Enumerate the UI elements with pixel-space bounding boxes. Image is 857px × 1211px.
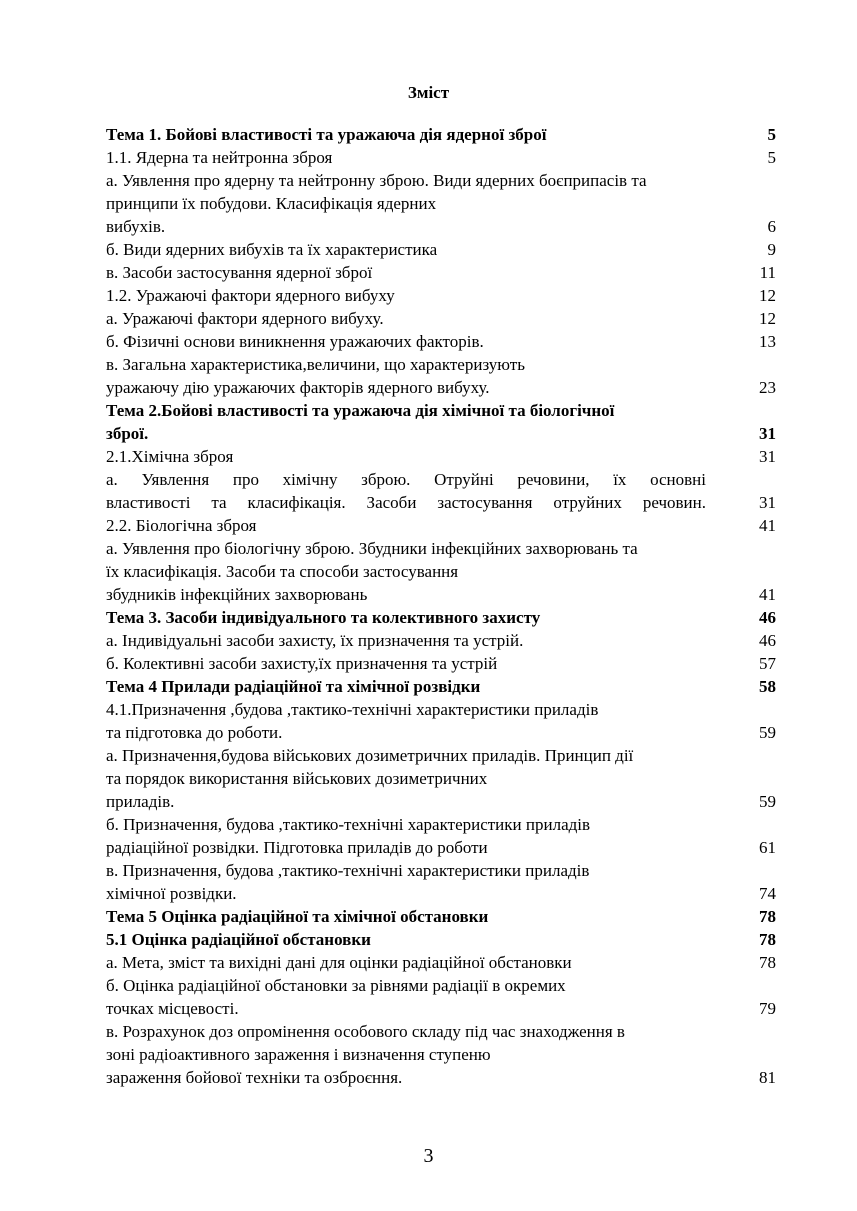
toc-entry-text: б. Фізичні основи виникнення уражаючих факторів. (106, 332, 484, 351)
toc-entry-text: Тема 5 Оцінка радіаційної та хімічної обстановки (106, 907, 489, 926)
toc-entry (106, 744, 776, 813)
toc-entry-text: а. Індивідуальні засоби захисту, їх призначення та устрій. (106, 631, 524, 650)
toc-entry-page: 78 (759, 930, 776, 949)
toc-entry-text: б. Колективні засоби захисту,їх призначення та устрій (106, 654, 498, 673)
toc-entry (106, 698, 776, 744)
toc-entry-text: Тема 4 Прилади радіаційної та хімічної розвідки (106, 677, 481, 696)
toc-entry-page: 78 (759, 907, 776, 926)
toc-entry-text: принципи їх побудови. Класифікація ядерних (106, 194, 437, 213)
toc-entry (106, 1020, 776, 1089)
toc-entry-text: та порядок використання військових дозиметричних (106, 769, 488, 788)
toc-entry (106, 859, 776, 905)
toc-entry (106, 813, 776, 859)
toc-entry-page: 59 (759, 792, 776, 811)
toc-entry (106, 974, 776, 1020)
toc-entry-text: збудників інфекційних захворювань (106, 585, 368, 604)
toc-entry-text: їх класифікація. Засоби та способи застосування (106, 562, 459, 581)
toc-entry-text: зброї. (106, 424, 149, 443)
toc-entry-page: 41 (759, 585, 776, 604)
toc-entry (106, 353, 776, 399)
toc-entry-page: 5 (767, 125, 776, 144)
toc-entry-page: 31 (759, 424, 776, 443)
toc-entry-text: 1.1. Ядерна та нейтронна зброя (106, 148, 333, 167)
toc-entry (106, 169, 776, 238)
toc-entry-text: радіаційної розвідки. Підготовка приладів до роботи (106, 838, 488, 857)
toc-entry-page: 81 (759, 1068, 776, 1087)
toc-entry-text: в. Розрахунок доз опромінення особового складу під час знаходження в (106, 1022, 625, 1041)
toc-entry-text: зараження бойової техніки та озброєння. (106, 1068, 403, 1087)
page-title: Зміст (407, 83, 450, 102)
toc-entry (106, 928, 776, 951)
toc-entry (106, 629, 776, 652)
toc-entry-page: 57 (759, 654, 776, 673)
toc-entry-text: б. Призначення, будова ,тактико-технічні характеристики приладів (106, 815, 591, 834)
toc-entry (106, 652, 776, 675)
toc-entry-text: б. Види ядерних вибухів та їх характеристика (106, 240, 438, 259)
toc-entry-text: 2.1.Хімічна зброя (106, 447, 234, 466)
toc-entry-text: вибухів. (106, 217, 166, 236)
toc-entry (106, 514, 776, 537)
table-of-contents (106, 123, 776, 1089)
toc-entry-text: Тема 1. Бойові властивості та уражаюча дія ядерної зброї (106, 125, 547, 144)
toc-entry-page: 6 (767, 217, 776, 236)
toc-entry-text: властивості та класифікація. Засоби застосування отруйних речовин. (106, 493, 706, 512)
toc-entry-text: 5.1 Оцінка радіаційної обстановки (106, 930, 371, 949)
toc-entry (106, 399, 776, 445)
toc-entry (106, 261, 776, 284)
toc-entry-page: 13 (759, 332, 776, 351)
toc-entry (106, 905, 776, 928)
toc-entry-text: уражаючу дію уражаючих факторів ядерного вибуху. (106, 378, 490, 397)
toc-entry (106, 675, 776, 698)
toc-entry-text: а. Уявлення про ядерну та нейтронну зброю. Види ядерних боєприпасів та (106, 171, 647, 190)
toc-entry-text: а. Уражаючі фактори ядерного вибуху. (106, 309, 384, 328)
toc-entry-page: 5 (767, 148, 776, 167)
toc-entry (106, 330, 776, 353)
toc-entry-text: та підготовка до роботи. (106, 723, 283, 742)
toc-entry-text: Тема 3. Засоби індивідуального та колективного захисту (106, 608, 541, 627)
toc-entry (106, 238, 776, 261)
toc-entry-page: 23 (759, 378, 776, 397)
toc-entry-text: а. Уявлення про біологічну зброю. Збудники інфекційних захворювань та (106, 539, 638, 558)
toc-entry-text: точках місцевості. (106, 999, 239, 1018)
page-number: 3 (423, 1145, 434, 1167)
toc-entry-text: 4.1.Призначення ,будова ,тактико-технічні характеристики приладів (106, 700, 599, 719)
toc-entry (106, 123, 776, 146)
toc-entry-text: а. Призначення,будова військових дозиметричних приладів. Принцип дії (106, 746, 634, 765)
toc-entry-text: в. Призначення, будова ,тактико-технічні характеристики приладів (106, 861, 590, 880)
toc-entry-page: 78 (759, 953, 776, 972)
toc-entry (106, 951, 776, 974)
toc-entry-text: б. Оцінка радіаційної обстановки за рівнями радіації в окремих (106, 976, 566, 995)
toc-entry-page: 31 (759, 493, 776, 512)
toc-entry (106, 146, 776, 169)
toc-entry-page: 61 (759, 838, 776, 857)
toc-entry (106, 606, 776, 629)
toc-entry-page: 79 (759, 999, 776, 1018)
toc-entry-page: 74 (759, 884, 776, 903)
toc-entry-text: в. Засоби застосування ядерної зброї (106, 263, 373, 282)
toc-entry (106, 537, 776, 606)
toc-entry-text: а. Мета, зміст та вихідні дані для оцінки радіаційної обстановки (106, 953, 572, 972)
toc-entry (106, 284, 776, 307)
toc-entry-page: 12 (759, 286, 776, 305)
toc-entry-page: 9 (767, 240, 776, 259)
toc-entry-page: 12 (759, 309, 776, 328)
toc-entry-page: 41 (759, 516, 776, 535)
toc-entry (106, 445, 776, 468)
toc-entry-page: 46 (759, 608, 776, 627)
toc-entry-text: 2.2. Біологічна зброя (106, 516, 257, 535)
toc-entry-page: 46 (759, 631, 776, 650)
toc-entry-page: 59 (759, 723, 776, 742)
toc-entry-text: Тема 2.Бойові властивості та уражаюча дія хімічної та біологічної (106, 401, 615, 420)
toc-entry-text: хімічної розвідки. (106, 884, 237, 903)
toc-entry-text: в. Загальна характеристика,величини, що характеризують (106, 355, 525, 374)
toc-entry (106, 468, 776, 514)
toc-entry-text: 1.2. Уражаючі фактори ядерного вибуху (106, 286, 395, 305)
toc-entry-page: 58 (759, 677, 776, 696)
toc-entry-page: 31 (759, 447, 776, 466)
toc-entry-text: приладів. (106, 792, 175, 811)
toc-entry-text: зоні радіоактивного зараження і визначення ступеню (106, 1045, 491, 1064)
toc-entry (106, 307, 776, 330)
toc-entry-text: а. Уявлення про хімічну зброю. Отруйні речовини, їх основні (106, 470, 706, 489)
toc-entry-page: 11 (759, 263, 776, 282)
